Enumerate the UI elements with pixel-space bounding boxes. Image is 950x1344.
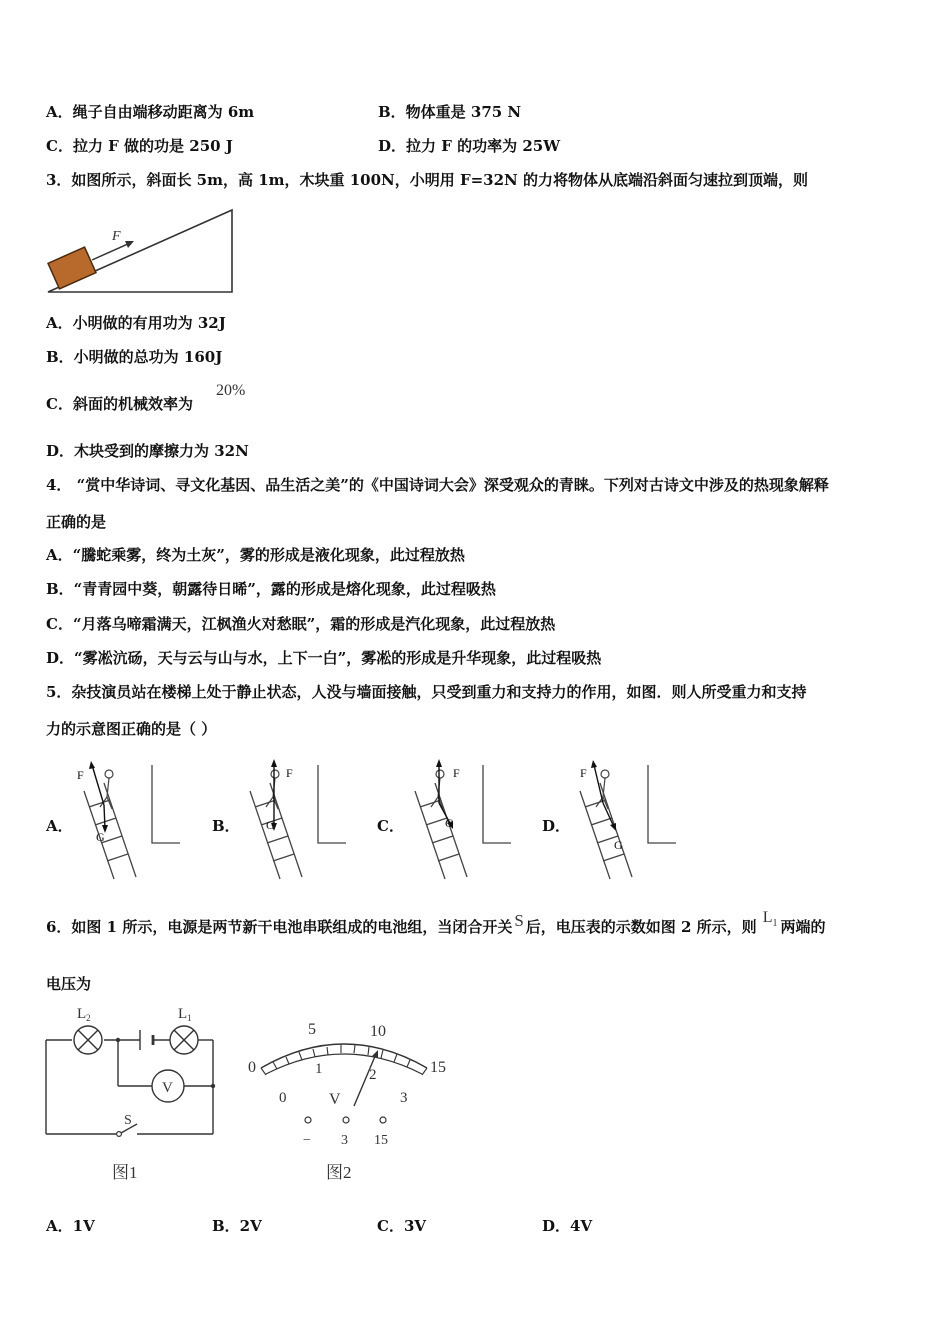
q4-option-a: A．“騰蛇乘雾，终为土灰”，雾的形成是液化现象，此过程放热 (46, 546, 465, 564)
circuit-figure (38, 1000, 238, 1185)
q6-option-b: B．2V (212, 1217, 262, 1235)
terminal-15 (380, 1117, 386, 1123)
figure1-caption: 图1 (112, 1163, 138, 1182)
q2-option-c: C．拉力 F 做的功是 250 J (46, 137, 233, 155)
terminal-label-3: 3 (341, 1133, 348, 1148)
q3-option-c: C．斜面的机械效率为 (46, 395, 193, 413)
force-g-label: G (445, 816, 454, 830)
force-g-label: G (266, 818, 275, 832)
q5-stem-line1: 5．杂技演员站在楼梯上处于静止状态，人没与墙面接触，只受到重力和支持力的作用，如图．则人所受重力和支持 (46, 683, 807, 701)
upper-scale-15: 15 (430, 1059, 446, 1076)
q2-option-a: A．绳子自由端移动距离为 6m (46, 103, 255, 121)
voltmeter-dial-figure (242, 1000, 462, 1185)
q4-option-b: B．“青青园中葵，朝露待日晞”，露的形成是熔化现象，此过程吸热 (46, 580, 496, 598)
q3-option-d: D．木块受到的摩擦力为 32N (46, 442, 249, 460)
switch-label: S (124, 1113, 132, 1128)
lamp-l2 (74, 1026, 102, 1054)
upper-scale-5: 5 (308, 1021, 316, 1038)
incline-figure (46, 206, 246, 296)
q5-label-a: A． (46, 817, 73, 835)
lamp-l1-label (178, 1006, 192, 1023)
lamp-l2-sub: 2 (86, 1013, 91, 1023)
q5-stem-line2: 力的示意图正确的是（ ） (46, 720, 217, 738)
figure2-caption: 图2 (326, 1163, 352, 1182)
q5-label-c: C． (377, 817, 404, 835)
ladder-figure-c (405, 757, 515, 882)
terminal-label-negative: − (303, 1133, 311, 1148)
ladder-figure-b (240, 757, 350, 882)
q5-label-d: D． (542, 817, 571, 835)
upper-scale-0: 0 (248, 1059, 256, 1076)
q6-option-a: A．1V (46, 1217, 95, 1235)
lower-scale-0: 0 (279, 1090, 287, 1106)
q2-option-d: D．拉力 F 的功率为 25W (378, 137, 561, 155)
q6-stem-line2: 电压为 (46, 975, 92, 993)
lamp-symbol-sub: 1 (772, 918, 778, 930)
terminal-3 (343, 1117, 349, 1123)
lamp-l1-sub: 1 (187, 1013, 192, 1023)
q4-stem-line1: 4． “赏中华诗词、寻文化基因、品生活之美”的《中国诗词大会》深受观众的青睐。下列对古诗文中涉及的热现象解释 (46, 476, 829, 494)
lower-scale-3: 3 (400, 1090, 408, 1106)
dial-unit: V (329, 1091, 341, 1108)
q4-option-c: C．“月落乌啼霜满天，江枫渔火对愁眠”，霜的形成是汽化现象，此过程放热 (46, 615, 556, 633)
lamp-l2-label (77, 1006, 91, 1023)
q6-stem-part1: 6．如图 1 所示，电源是两节新干电池串联组成的电池组，当闭合开关 (46, 918, 513, 936)
q3-option-b: B．小明做的总功为 160J (46, 348, 223, 366)
q6-option-d: D．4V (542, 1217, 593, 1235)
q6-option-c: C．3V (377, 1217, 427, 1235)
force-f-label: F (77, 768, 84, 782)
lamp-l1-letter: L (178, 1006, 188, 1022)
q4-stem-line2: 正确的是 (46, 513, 107, 531)
q4-option-d: D．“雾凇沆砀，天与云与山与水，上下一白”，雾凇的形成是升华现象，此过程吸热 (46, 649, 602, 667)
dial-arc-inner (266, 1054, 422, 1074)
q3-option-a: A．小明做的有用功为 32J (46, 314, 226, 332)
q6-stem-part3: 两端的 (780, 918, 826, 936)
upper-scale-10: 10 (370, 1023, 386, 1040)
q2-option-b: B．物体重是 375 N (378, 103, 522, 121)
lower-scale-2: 2 (369, 1067, 377, 1083)
dial-ticks (261, 1045, 427, 1075)
wooden-block (48, 247, 96, 289)
battery (140, 1030, 153, 1050)
q3-stem: 3．如图所示，斜面长 5m，高 1m，木块重 100N，小明用 F=32N 的力将物体从底端沿斜面匀速拉到顶端，则 (46, 171, 808, 189)
force-g-label: G (614, 838, 623, 852)
force-label: F (112, 229, 121, 244)
ladder-figure-a (74, 757, 184, 882)
force-f-label: F (286, 766, 293, 780)
q6-stem-line1 (46, 909, 826, 943)
lamp-symbol-letter: L (762, 909, 773, 926)
force-f-label: F (580, 766, 587, 780)
q6-stem-part2: 后，电压表的示数如图 2 所示，则 (525, 918, 757, 936)
force-f-label: F (453, 766, 460, 780)
ladder-figure-d (570, 757, 680, 882)
q3-option-c-value: 20% (216, 382, 246, 399)
voltmeter-label: V (162, 1080, 173, 1096)
lamp-symbol (762, 909, 778, 930)
q5-label-b: B． (212, 817, 240, 835)
switch-symbol: S (514, 911, 524, 930)
dial-arc-outer (261, 1044, 427, 1068)
lamp-l2-letter: L (77, 1006, 87, 1022)
terminal-label-15: 15 (374, 1133, 388, 1148)
force-g-label: G (96, 830, 105, 844)
lower-scale-1: 1 (315, 1061, 323, 1077)
lamp-l1 (170, 1026, 198, 1054)
terminal-negative (305, 1117, 311, 1123)
